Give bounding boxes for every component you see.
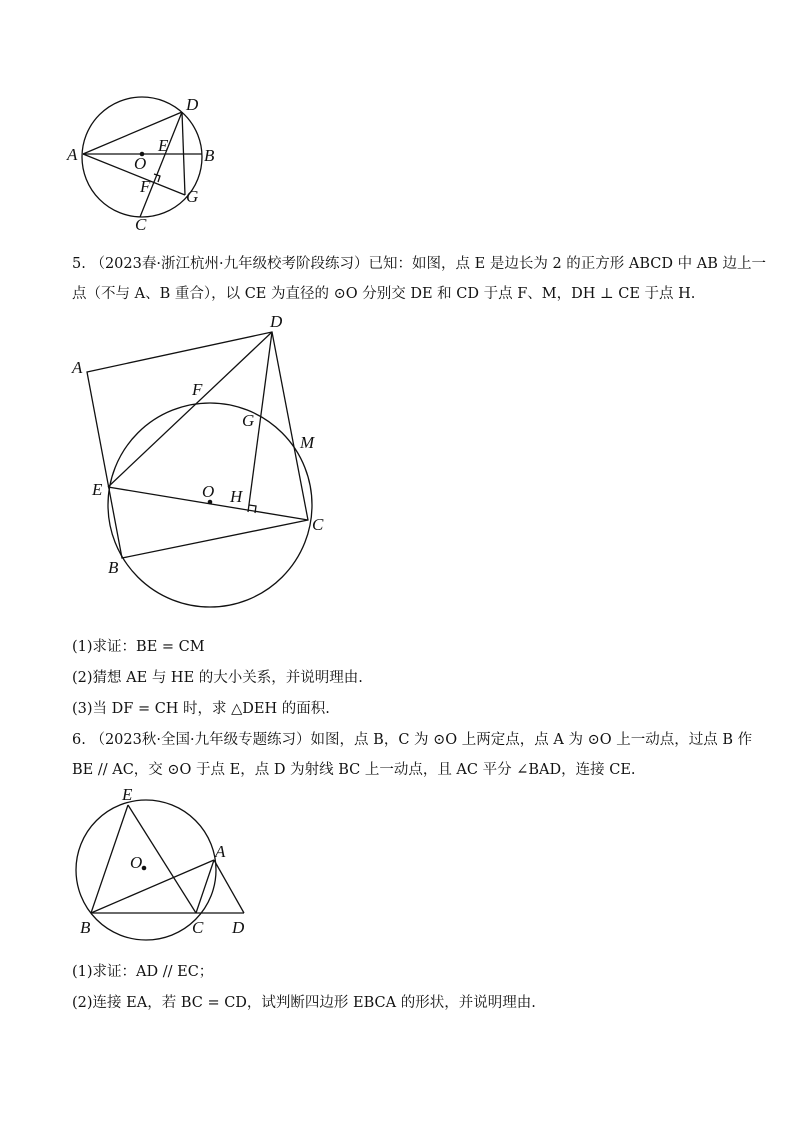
label-a: A [215,842,226,861]
label-d: D [270,312,283,331]
label-b: B [204,146,215,165]
center-dot [142,866,147,871]
figure-circle-1 [60,90,240,240]
segment-ac [196,860,214,913]
label-a: A [72,358,83,377]
square-abcd [87,332,308,558]
problem6-q1: (1)求证：AD // EC； [72,964,214,980]
label-c: C [312,515,324,534]
label-o: O [134,154,147,173]
label-o: O [202,482,215,501]
segment-ba [91,860,214,913]
label-d: D [186,95,199,114]
problem5-q2: (2)猜想 AE 与 HE 的大小关系，并说明理由. [72,670,363,686]
label-g: G [242,411,255,430]
figure-square-circle [60,305,340,615]
label-c: C [192,918,204,937]
circle-o [108,403,312,607]
label-e: E [92,480,103,499]
label-e: E [122,785,133,804]
problem6-line1: 6. （2023秋·全国·九年级专题练习）如图，点 B，C 为 ⊙O 上两定点，点 A 为 ⊙O 上一动点，过点 B 作 [72,732,753,748]
problem5-q1: (1)求证：BE = CM [72,639,205,655]
problem6-line2: BE // AC，交 ⊙O 于点 E，点 D 为射线 BC 上一动点，且 AC 平分 ∠BAD，连接 CE. [72,762,636,778]
label-e: E [158,136,169,155]
label-g: G [186,187,199,206]
segment-ad [214,860,244,913]
right-angle-mark [249,505,256,513]
problem6-q2: (2)连接 EA，若 BC = CD，试判断四边形 EBCA 的形状，并说明理由. [72,995,536,1011]
problem5-line1: 5. （2023春·浙江杭州·九年级校考阶段练习）已知：如图，点 E 是边长为 2 的正方形 ABCD 中 AB 边上一 [72,256,766,272]
problem5-line2: 点（不与 A、B 重合），以 CE 为直径的 ⊙O 分别交 DE 和 CD 于点 F、M，DH ⊥ CE 于点 H. [72,286,696,302]
label-b: B [108,558,119,577]
label-h: H [230,487,243,506]
label-b: B [80,918,91,937]
label-m: M [300,433,315,452]
label-c: C [135,215,147,234]
problem5-q3: (3)当 DF = CH 时，求 △DEH 的面积. [72,701,330,717]
label-a: A [67,145,78,164]
label-f: F [140,177,151,196]
label-d: D [232,918,245,937]
figure-circle-6 [60,778,270,946]
label-o: O [130,853,143,872]
label-f: F [192,380,203,399]
